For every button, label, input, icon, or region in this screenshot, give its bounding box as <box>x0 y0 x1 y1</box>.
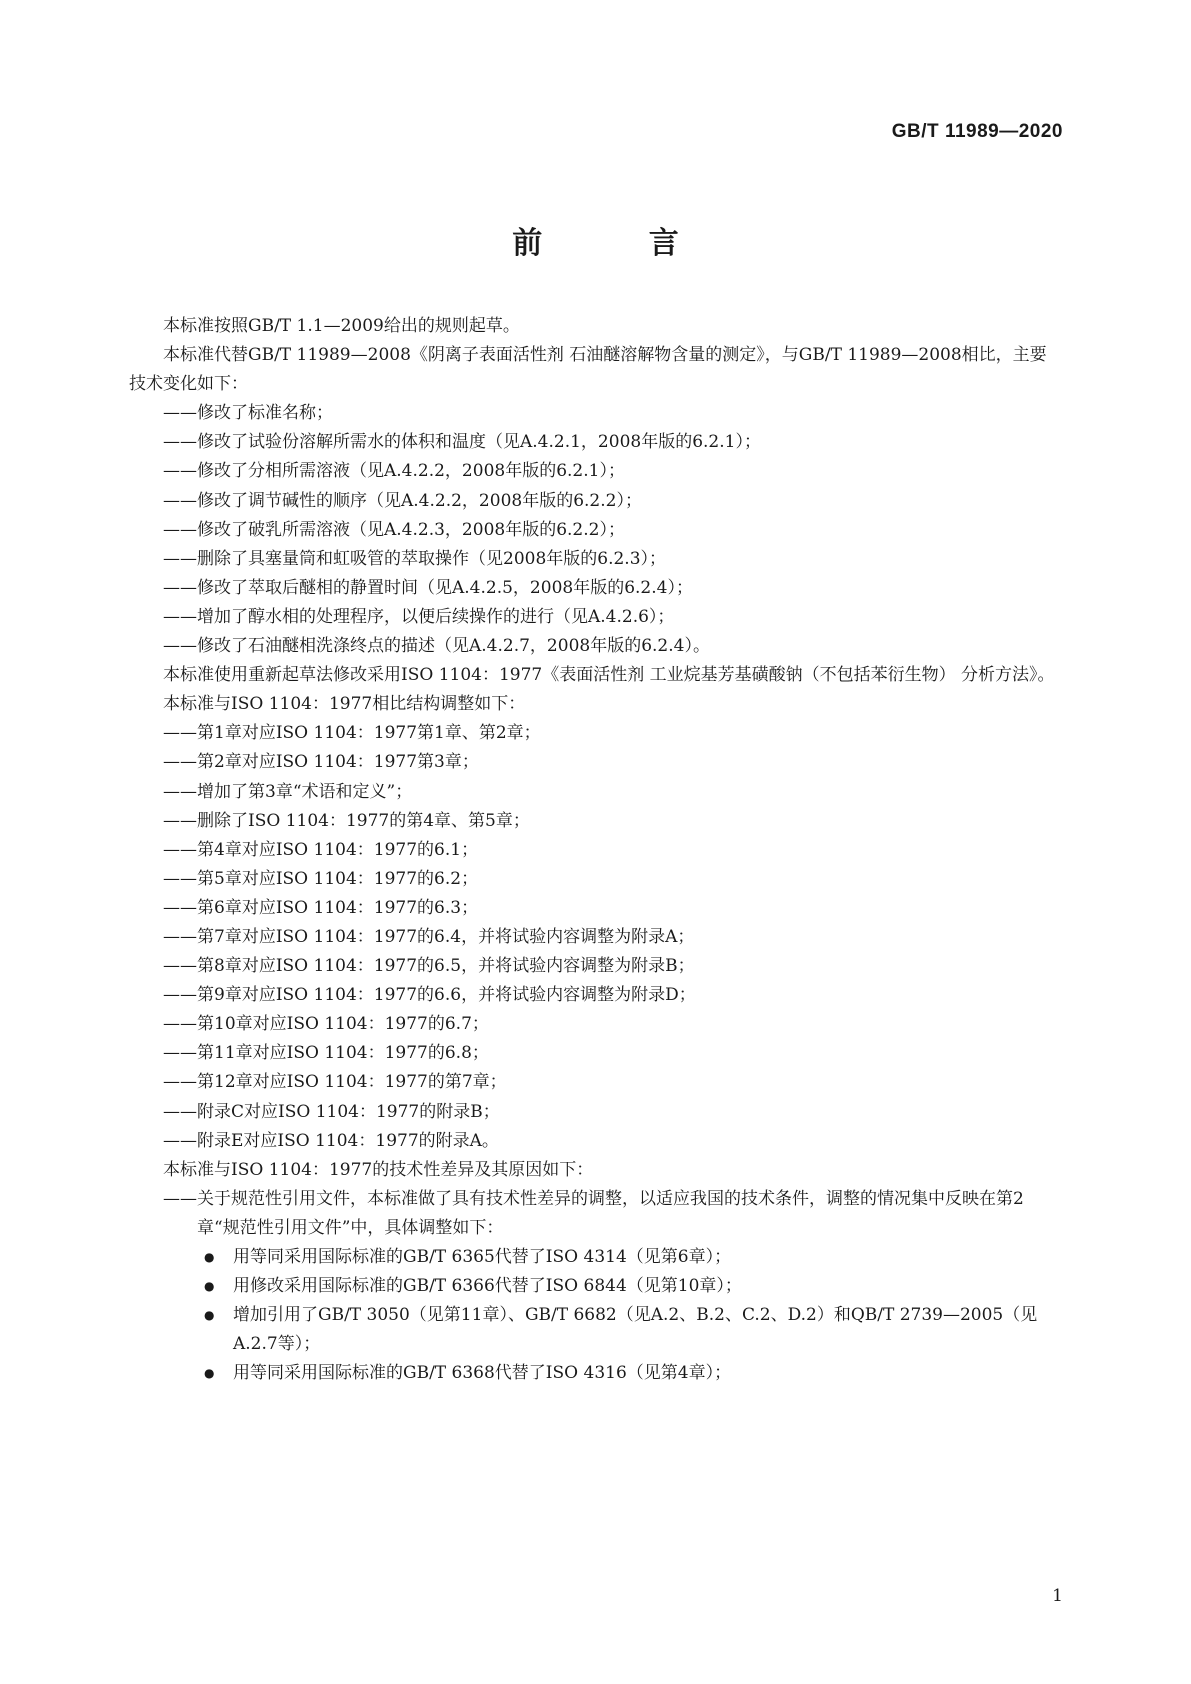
document-body <box>129 312 1063 1388</box>
mapping-item: ——第1章对应ISO 1104：1977第1章、第2章； <box>163 723 541 744</box>
paragraph: 本标准与ISO 1104：1977的技术性差异及其原因如下： <box>163 1159 594 1180</box>
mapping-item: ——第10章对应ISO 1104：1977的6.7； <box>163 1014 489 1035</box>
difference-item: ——关于规范性引用文件，本标准做了具有技术性差异的调整，以适应我国的技术条件，调整的情况集中反映在第2章“规范性引用文件”中，具体调整如下： <box>163 1188 1024 1238</box>
paragraph: 本标准与ISO 1104：1977相比结构调整如下： <box>163 694 526 715</box>
mapping-item: ——第12章对应ISO 1104：1977的第7章； <box>163 1072 507 1093</box>
bullet-item: ● 用等同采用国际标准的GB/T 6368代替了ISO 4316（见第4章）； <box>129 1359 1063 1388</box>
bullet-item: ● 用修改采用国际标准的GB/T 6366代替了ISO 6844（见第10章）； <box>129 1272 1063 1301</box>
mapping-item: ——第11章对应ISO 1104：1977的6.8； <box>163 1043 489 1064</box>
change-item: ——增加了醇水相的处理程序，以便后续操作的进行（见A.4.2.6）； <box>163 606 675 627</box>
change-item: ——修改了萃取后醚相的静置时间（见A.4.2.5，2008年版的6.2.4）； <box>163 577 693 598</box>
change-item: ——修改了破乳所需溶液（见A.4.2.3，2008年版的6.2.2）； <box>163 519 625 540</box>
standard-number: GB/T 11989—2020 <box>891 121 1063 142</box>
change-item: ——删除了具塞量筒和虹吸管的萃取操作（见2008年版的6.2.3）； <box>163 548 667 569</box>
paragraph: 本标准按照GB/T 1.1—2009给出的规则起草。 <box>163 316 520 336</box>
change-item: ——修改了分相所需溶液（见A.4.2.2，2008年版的6.2.1）； <box>163 461 625 482</box>
mapping-item: ——第6章对应ISO 1104：1977的6.3； <box>163 897 479 918</box>
mapping-item: ——第2章对应ISO 1104：1977第3章； <box>163 752 479 773</box>
mapping-item: ——第5章对应ISO 1104：1977的6.2； <box>163 868 479 889</box>
mapping-item: ——删除了ISO 1104：1977的第4章、第5章； <box>163 810 530 831</box>
page-number: 1 <box>1052 1586 1063 1606</box>
mapping-item: ——第8章对应ISO 1104：1977的6.5，并将试验内容调整为附录B； <box>163 956 695 977</box>
page-title: 前 言 <box>512 226 727 261</box>
bullet-item: ● 增加引用了GB/T 3050（见第11章）、GB/T 6682（见A.2、B.2、C.2、D.2）和QB/T 2739—2005（见A.2.7等）； <box>129 1301 1063 1359</box>
mapping-item: ——附录E对应ISO 1104：1977的附录A。 <box>163 1130 499 1151</box>
bullet-item: ● 用等同采用国际标准的GB/T 6365代替了ISO 4314（见第6章）； <box>129 1243 1063 1272</box>
mapping-item: ——附录C对应ISO 1104：1977的附录B； <box>163 1101 500 1122</box>
change-item: ——修改了标准名称； <box>163 403 333 424</box>
paragraph: 本标准使用重新起草法修改采用ISO 1104：1977《表面活性剂 工业烷基芳基磺酸钠（不包括苯衍生物） 分析方法》。 <box>163 665 1055 686</box>
mapping-item: ——第4章对应ISO 1104：1977的6.1； <box>163 839 479 860</box>
change-item: ——修改了试验份溶解所需水的体积和温度（见A.4.2.1，2008年版的6.2.1）； <box>163 432 761 453</box>
change-item: ——修改了石油醚相洗涤终点的描述（见A.4.2.7，2008年版的6.2.4）。 <box>163 636 710 657</box>
mapping-item: ——第7章对应ISO 1104：1977的6.4，并将试验内容调整为附录A； <box>163 926 695 947</box>
change-item: ——修改了调节碱性的顺序（见A.4.2.2，2008年版的6.2.2）； <box>163 490 642 511</box>
paragraph: 本标准代替GB/T 11989—2008《阴离子表面活性剂 石油醚溶解物含量的测定》，与GB/T 11989—2008相比，主要技术变化如下： <box>129 345 1047 395</box>
mapping-item: ——增加了第3章“术语和定义”； <box>163 781 413 802</box>
mapping-item: ——第9章对应ISO 1104：1977的6.6，并将试验内容调整为附录D； <box>163 985 696 1006</box>
